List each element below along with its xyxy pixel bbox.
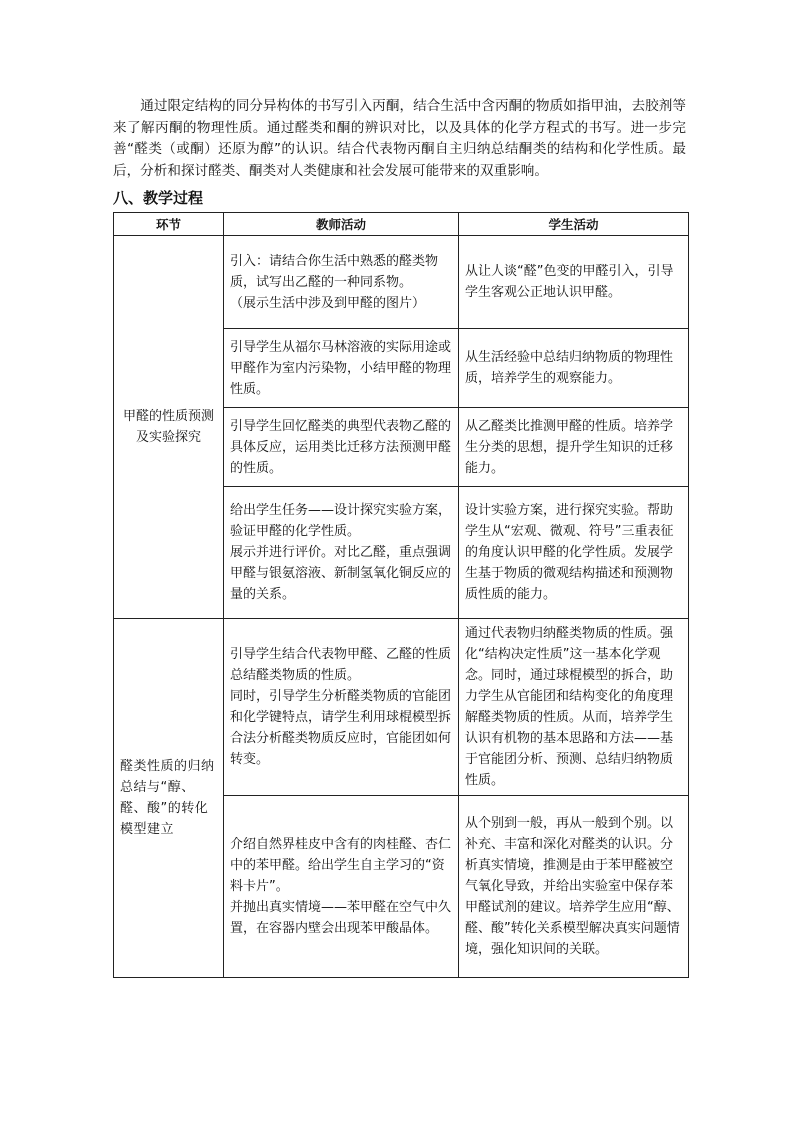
teacher-activity-cell [224, 796, 459, 978]
cell-line: 从乙醛类比推测甲醛的性质。培养学生分类的思想，提升学生知识的迁移能力。 [465, 418, 674, 476]
cell-line: 并抛出真实情境——苯甲醛在空气中久置，在容器内壁会出现苯甲酸晶体。 [230, 900, 452, 936]
table-row [114, 619, 689, 796]
student-activity-cell [459, 619, 689, 796]
phase-cell: 醛类性质的归纳总结与“醇、醛、酸”的转化模型建立 [114, 619, 224, 978]
teacher-activity-cell [224, 236, 459, 329]
cell-line: 通过代表物归纳醛类物质的性质。强化“结构决定性质”这一基本化学观念。同时，通过球棍模型的拆合，助力学生从官能团和结构变化的角度理解醛类物质的性质。从而，培养学生认识有机物的基本思路和方法——基于官能团分析、预测、总结归纳物质性质。 [465, 626, 674, 788]
cell-line: 给出学生任务——设计探究实验方案，验证甲醛的化学性质。 [230, 503, 452, 539]
cell-line: 从生活经验中总结归纳物质的物理性质，培养学生的观察能力。 [465, 350, 674, 386]
table-row [114, 236, 689, 329]
cell-line: （展示生活中涉及到甲醛的图片） [230, 295, 426, 311]
cell-line: 介绍自然界桂皮中含有的肉桂醛、杏仁中的苯甲醛。给出学生自主学习的“资料卡片”。 [230, 837, 452, 894]
cell-line: 引入：请结合你生活中熟悉的醛类物质，试写出乙醛的一种同系物。 [230, 253, 439, 290]
cell-line: 引导学生回忆醛类的典型代表物乙醛的具体反应，运用类比迁移方法预测甲醛的性质。 [230, 418, 452, 476]
cell-line: 引导学生从福尔马林溶液的实际用途或甲醛作为室内污染物，小结甲醛的物理性质。 [230, 339, 452, 397]
cell-line: 同时，引导学生分析醛类物质的官能团和化学键特点，请学生利用球棍模型拆合法分析醛类物质反应时，官能团如何转变。 [230, 689, 452, 767]
student-activity-cell [459, 236, 689, 329]
cell-line: 引导学生结合代表物甲醛、乙醛的性质总结醛类物质的性质。 [230, 647, 452, 683]
cell-line: 设计实验方案，进行探究实验。帮助学生从“宏观、微观、符号”三重表征的角度认识甲醛的化学性质。发展学生基于物质的微观结构描述和预测物质性质的能力。 [465, 503, 674, 602]
table-header-row [114, 213, 689, 236]
student-activity-cell [459, 796, 689, 978]
intro-paragraph: 通过限定结构的同分异构体的书写引入丙酮，结合生活中含丙酮的物质如指甲油，去胶剂等来了解丙酮的物理性质。通过醛类和酮的辨识对比，以及具体的化学方程式的书写。进一步完善“醛类（或酮）还原为醇”的认识。结合代表物丙酮自主归纳总结酮类的结构和化学性质。最后，分析和探讨醛类、酮类对人类健康和社会发展可能带来的双重影响。 [113, 98, 686, 179]
teacher-activity-cell [224, 487, 459, 619]
teaching-process-table [113, 212, 689, 978]
phase-cell: 甲醛的性质预测及实验探究 [114, 236, 224, 619]
teacher-activity-cell [224, 408, 459, 487]
student-activity-cell [459, 408, 689, 487]
header-phase: 环节 [114, 213, 224, 236]
cell-line: 从个别到一般，再从一般到个别。以补充、丰富和深化对醛类的认识。分析真实情境，推测是由于苯甲醛被空气氧化导致，并给出实验室中保存苯甲醛试剂的建议。培养学生应用“醇、醛、酸”转化关系模型解决真实问题情境，强化知识间的关联。 [465, 816, 680, 957]
header-teacher-activity: 教师活动 [224, 213, 459, 236]
header-student-activity: 学生活动 [459, 213, 689, 236]
section-title: 八、教学过程 [113, 189, 204, 207]
cell-line: 从让人谈“醛”色变的甲醛引入，引导学生客观公正地认识甲醛。 [465, 264, 674, 300]
student-activity-cell [459, 487, 689, 619]
student-activity-cell [459, 329, 689, 408]
cell-line: 展示并进行评价。对比乙醛，重点强调甲醛与银氨溶液、新制氢氧化铜反应的量的关系。 [230, 545, 452, 602]
teacher-activity-cell [224, 329, 459, 408]
teacher-activity-cell [224, 619, 459, 796]
